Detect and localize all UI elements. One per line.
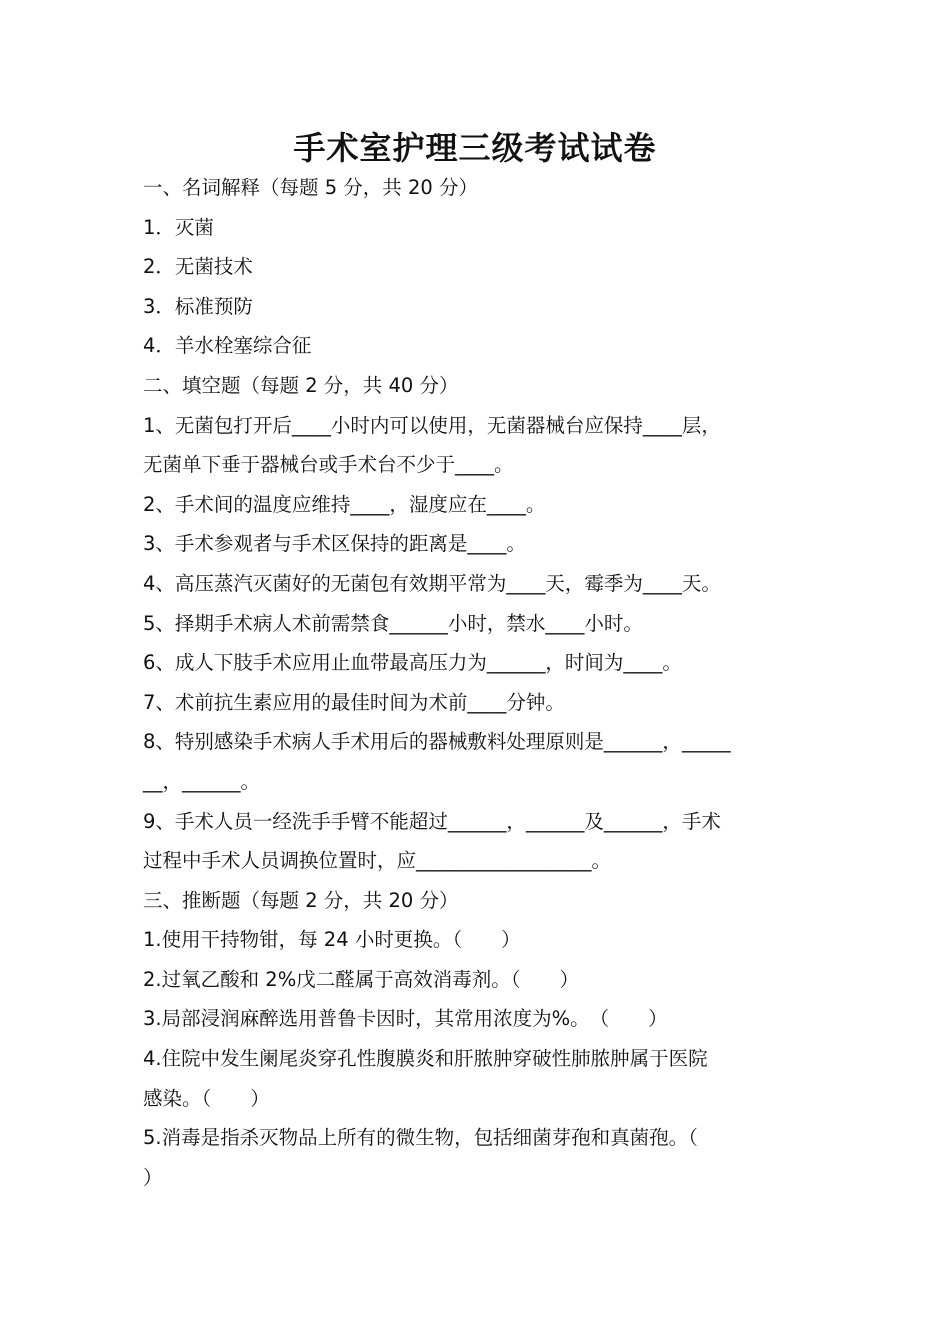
fill-blank-question-continued: 过程中手术人员调换位置时，应__________________。 [143, 849, 612, 873]
definition-item: 2．无菌技术 [143, 255, 253, 279]
fill-blank-question: 7、术前抗生素应用的最佳时间为术前____分钟。 [143, 690, 565, 714]
definition-item: 3．标准预防 [143, 294, 253, 318]
fill-blank-question-continued: __，______。 [143, 769, 261, 793]
fill-blank-question: 9、手术人员一经洗手手臂不能超过______，______及______，手术 [143, 809, 721, 833]
true-false-question: 3.局部浸润麻醉选用普鲁卡因时，其常用浓度为%。 （ ） [143, 1007, 668, 1031]
exam-title: 手术室护理三级考试试卷 [293, 129, 657, 167]
true-false-question: 4.住院中发生阑尾炎穿孔性腹膜炎和肝脓肿穿破性肺脓肿属于医院 [143, 1047, 708, 1071]
fill-blank-question: 2、手术间的温度应维持____，湿度应在____。 [143, 492, 546, 516]
true-false-question-continued: ） [143, 1165, 163, 1189]
fill-blank-question-continued: 无菌单下垂于器械台或手术台不少于____。 [143, 453, 514, 477]
definition-item: 4．羊水栓塞综合征 [143, 334, 312, 358]
fill-blank-question: 8、特别感染手术病人手术用后的器械敷料处理原则是______，_____ [143, 730, 731, 754]
fill-blank-question: 1、无菌包打开后____小时内可以使用，无菌器械台应保持____层， [143, 413, 721, 437]
exam-body [143, 168, 808, 1197]
fill-blank-question: 6、成人下肢手术应用止血带最高压力为______，时间为____。 [143, 651, 682, 675]
section-heading-fill-blank: 二、填空题（每题 2 分，共 40 分） [143, 373, 459, 397]
definition-item: 1．灭菌 [143, 215, 214, 239]
true-false-question: 2.过氧乙酸和 2%戊二醛属于高效消毒剂。（ ） [143, 967, 579, 991]
true-false-question-continued: 感染。（ ） [143, 1086, 270, 1110]
fill-blank-question: 3、手术参观者与手术区保持的距离是____。 [143, 532, 526, 556]
section-heading-definitions: 一、名词解释（每题 5 分，共 20 分） [143, 176, 479, 199]
fill-blank-question: 4、高压蒸汽灭菌好的无菌包有效期平常为____天，霉季为____天。 [143, 571, 721, 595]
fill-blank-question: 5、择期手术病人术前需禁食______小时，禁水____小时。 [143, 611, 643, 635]
section-heading-true-false: 三、推断题（每题 2 分，共 20 分） [143, 888, 459, 912]
true-false-question: 5.消毒是指杀灭物品上所有的微生物，包括细菌芽孢和真菌孢。（ [143, 1126, 698, 1150]
true-false-question: 1.使用干持物钳，每 24 小时更换。（ ） [143, 928, 521, 952]
